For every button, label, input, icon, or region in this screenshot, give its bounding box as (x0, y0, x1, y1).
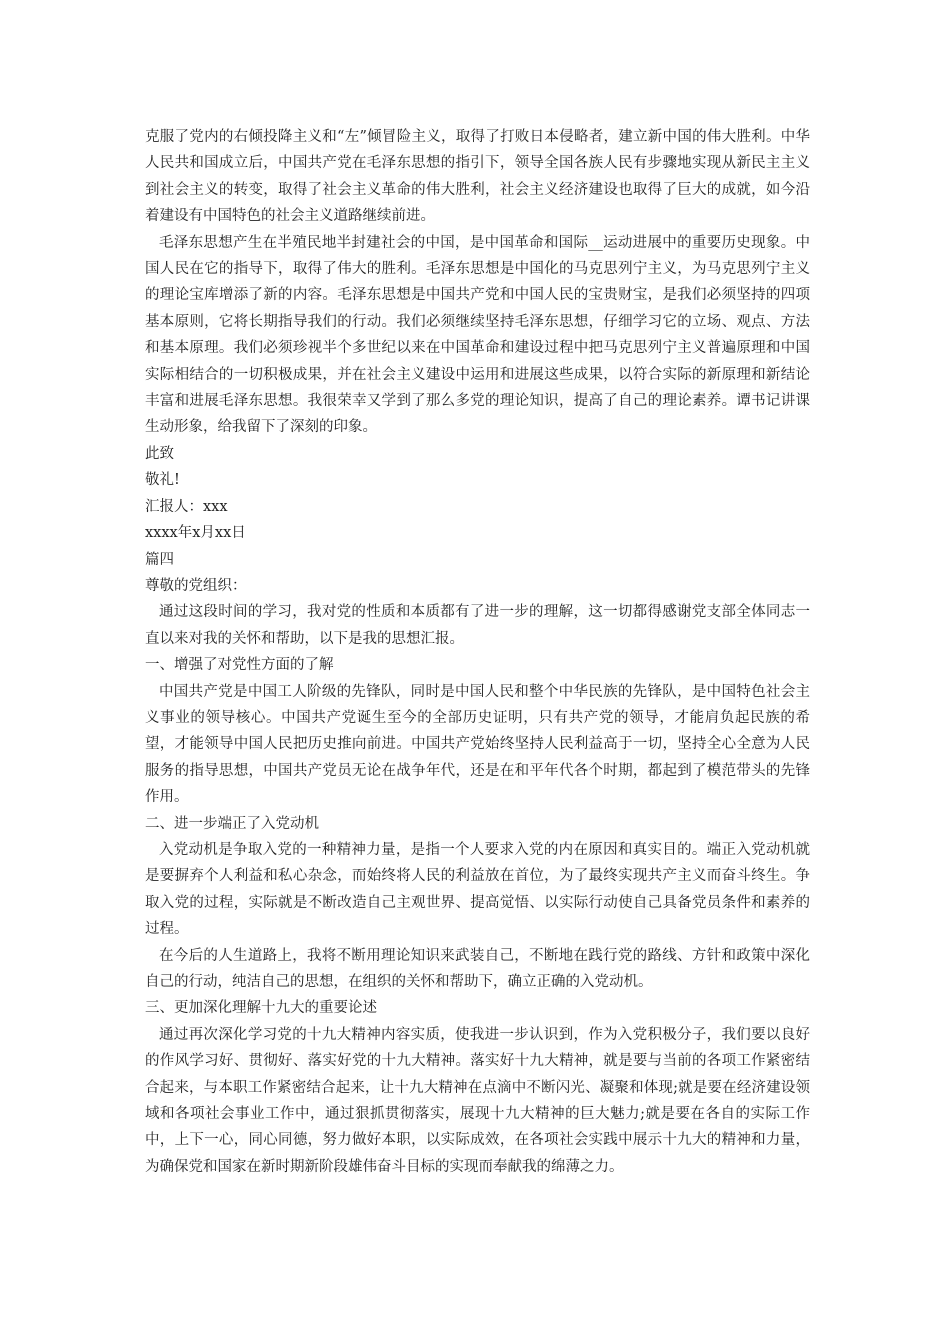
paragraph-party-nature: 中国共产党是中国工人阶级的先锋队，同时是中国人民和整个中华民族的先锋队，是中国特色社会主义事业的领导核心。中国共产党诞生至今的全部历史证明，只有共产党的领导，才能肩负起民族的希望，才能领导中国人民把历史推向前进。中国共产党始终坚持人民利益高于一切，坚持全心全意为人民服务的指导思想，中国共产党员无论在战争年代，还是在和平年代各个时期，都起到了模范带头的先锋作用。 (145, 683, 810, 806)
document-page (145, 124, 810, 1180)
heading-three: 三、更加深化理解十九大的重要论述 (145, 1000, 377, 1017)
paragraph-introduction: 通过这段时间的学习，我对党的性质和本质都有了进一步的理解，这一切都得感谢党支部全体同志一直以来对我的关怀和帮助，以下是我的思想汇报。 (145, 604, 810, 647)
greeting: 尊敬的党组织： (145, 577, 247, 594)
heading-two: 二、进一步端正了入党动机 (145, 815, 319, 832)
paragraph-continuation: 克服了党内的右倾投降主义和“左”倾冒险主义，取得了打败日本侵略者，建立新中国的伟大胜利。中华人民共和国成立后，中国共产党在毛泽东思想的指引下，领导全国各族人民有步骤地实现从新民主主义到社会主义的转变，取得了社会主义革命的伟大胜利，社会主义经济建设也取得了巨大的成就，如今沿着建设有中国特色的社会主义道路继续前进。 (145, 129, 810, 225)
paragraph-nineteenth-congress: 通过再次深化学习党的十九大精神内容实质，使我进一步认识到，作为入党积极分子，我们要以良好的作风学习好、贯彻好、落实好党的十九大精神。落实好十九大精神，就是要与当前的各项工作紧密结合起来，与本职工作紧密结合起来，让十九大精神在点滴中不断闪光、凝聚和体现;就是要在经济建设领域和各项社会事业工作中，通过狠抓贯彻落实，展现十九大精神的巨大魅力;就是要在各自的实际工作中，上下一心，同心同德，努力做好本职，以实际成效，在各项社会实践中展示十九大的精神和力量，为确保党和国家在新时期新阶段雄伟奋斗目标的实现而奉献我的绵薄之力。 (145, 1026, 810, 1175)
paragraph-future-path: 在今后的人生道路上，我将不断用理论知识来武装自己，不断地在践行党的路线、方针和政策中深化自己的行动，纯洁自己的思想，在组织的关怀和帮助下，确立正确的入党动机。 (145, 947, 810, 990)
report-date: xxxx年x月xx日 (145, 525, 246, 542)
reporter-name: 汇报人：xxx (145, 498, 228, 515)
closing-regards: 敬礼! (145, 472, 180, 489)
paragraph-motivation: 入党动机是争取入党的一种精神力量，是指一个人要求入党的内在原因和真实目的。端正入党动机就是要摒弃个人利益和私心杂念，而始终将人民的利益放在首位，为了最终实现共产主义而奋斗终生。争取入党的过程，实际就是不断改造自己主观世界、提高觉悟、以实际行动使自己具备党员条件和素养的过程。 (145, 841, 810, 938)
closing-salutation: 此致 (145, 445, 174, 462)
paragraph-mao-thought: 毛泽东思想产生在半殖民地半封建社会的中国，是中国革命和国际__运动进展中的重要历史现象。中国人民在它的指导下，取得了伟大的胜利。毛泽东思想是中国化的马克思列宁主义，为马克思列宁主义的理论宝库增添了新的内容。毛泽东思想是中国共产党和中国人民的宝贵财宝，是我们必须坚持的四项基本原则，它将长期指导我们的行动。我们必须继续坚持毛泽东思想，仔细学习它的立场、观点、方法和基本原理。我们必须珍视半个多世纪以来在中国革命和建设过程中把马克思列宁主义普遍原理和中国实际相结合的一切积极成果，并在社会主义建设中运用和进展这些成果，以符合实际的新原理和新结论丰富和进展毛泽东思想。我很荣幸又学到了那么多党的理论知识，提高了自己的理论素养。谭书记讲课生动形象，给我留下了深刻的印象。 (145, 234, 810, 436)
section-heading-part-four: 篇四 (145, 551, 174, 568)
heading-one: 一、增强了对党性方面的了解 (145, 657, 334, 674)
